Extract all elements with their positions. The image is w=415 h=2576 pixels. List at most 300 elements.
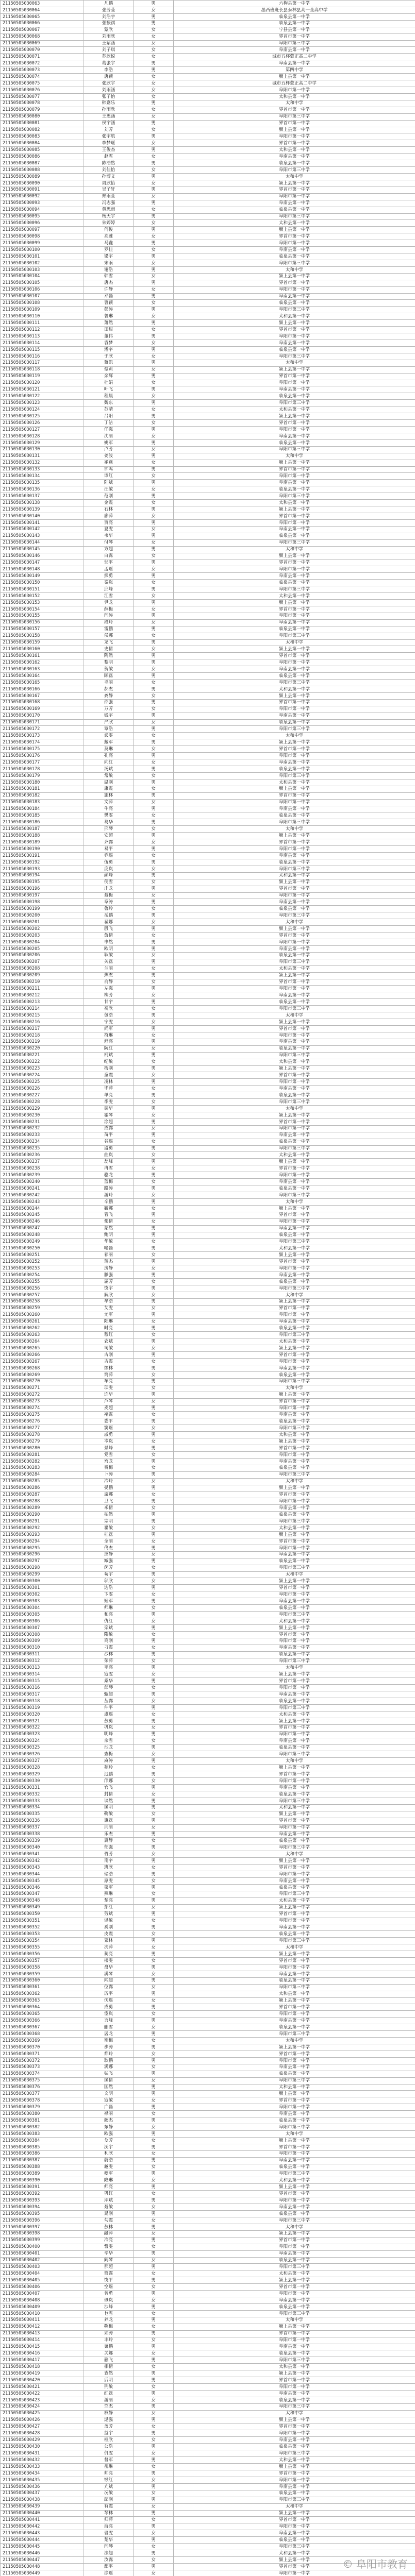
student-gender-cell: 女 bbox=[134, 826, 174, 833]
student-school-cell: 阜阳市第三中学 bbox=[174, 1239, 415, 1245]
student-school-cell: 颍上县第一中学 bbox=[174, 180, 415, 187]
student-id-cell: 21150505030144 bbox=[1, 539, 84, 546]
table-row bbox=[1, 1398, 415, 1405]
student-gender-cell: 女 bbox=[134, 1711, 174, 1718]
student-name-cell: 米倩 bbox=[84, 1505, 134, 1512]
student-id-cell: 21150505030108 bbox=[1, 300, 84, 307]
student-id-cell: 21150505030242 bbox=[1, 1192, 84, 1199]
student-school-cell: 临泉县第一中学 bbox=[174, 13, 415, 20]
table-row bbox=[1, 859, 415, 866]
student-name-cell: 虞瑶 bbox=[84, 1711, 134, 1718]
student-gender-cell: 男 bbox=[134, 686, 174, 692]
student-id-cell: 21150505030405 bbox=[1, 2277, 84, 2284]
student-gender-cell: 男 bbox=[134, 2510, 174, 2517]
student-id-cell: 21150505030064 bbox=[1, 7, 84, 13]
student-gender-cell: 女 bbox=[134, 2544, 174, 2550]
table-row bbox=[1, 1838, 415, 1844]
table-row bbox=[1, 759, 415, 766]
student-name-cell: 符琳 bbox=[84, 1032, 134, 1039]
watermark-text: © 阜阳市教育 bbox=[342, 2558, 408, 2570]
student-id-cell: 21150505030146 bbox=[1, 553, 84, 560]
student-school-cell: 颍上县第一中学 bbox=[174, 413, 415, 420]
student-name-cell: 范刚 bbox=[84, 493, 134, 500]
student-gender-cell: 女 bbox=[134, 1492, 174, 1498]
student-id-cell: 21150505030324 bbox=[1, 1738, 84, 1744]
student-id-cell: 21150505030376 bbox=[1, 2084, 84, 2091]
table-row bbox=[1, 1019, 415, 1026]
student-id-cell: 21150505030215 bbox=[1, 1012, 84, 1019]
student-gender-cell: 女 bbox=[134, 1059, 174, 1065]
student-id-cell: 21150505030204 bbox=[1, 939, 84, 945]
student-id-cell: 21150505030187 bbox=[1, 826, 84, 833]
table-row bbox=[1, 2523, 415, 2530]
student-school-cell: 临泉县第一中学 bbox=[174, 719, 415, 726]
student-gender-cell: 男 bbox=[134, 912, 174, 919]
student-school-cell: 颍上县第一中学 bbox=[174, 972, 415, 979]
student-school-cell: 太和县第一中学 bbox=[174, 2084, 415, 2091]
student-name-cell: 寇雯 bbox=[84, 1671, 134, 1678]
student-id-cell: 21150505030390 bbox=[1, 2177, 84, 2184]
student-school-cell: 太和县第一中学 bbox=[174, 1804, 415, 1811]
student-school-cell: 太和县第一中学 bbox=[174, 220, 415, 227]
student-school-cell: 阜阳市第三中学 bbox=[174, 2310, 415, 2317]
student-name-cell: 简萍 bbox=[84, 1371, 134, 1378]
table-row bbox=[1, 1798, 415, 1804]
student-school-cell: 临泉县第一中学 bbox=[174, 1791, 415, 1798]
student-gender-cell: 女 bbox=[134, 1838, 174, 1844]
student-name-cell: 蔚浩 bbox=[84, 2157, 134, 2164]
student-id-cell: 21150505030337 bbox=[1, 1824, 84, 1831]
table-row bbox=[1, 2277, 415, 2284]
student-gender-cell: 女 bbox=[134, 393, 174, 400]
student-school-cell: 太和中学 bbox=[174, 1012, 415, 1019]
table-row bbox=[1, 1558, 415, 1565]
student-gender-cell: 女 bbox=[134, 1778, 174, 1785]
student-id-cell: 21150505030219 bbox=[1, 1039, 84, 1045]
student-gender-cell: 女 bbox=[134, 1371, 174, 1378]
student-name-cell: 牛亮 bbox=[84, 806, 134, 812]
student-name-cell: 袁梦 bbox=[84, 340, 134, 347]
student-gender-cell: 男 bbox=[134, 546, 174, 553]
table-row bbox=[1, 1618, 415, 1625]
student-gender-cell: 女 bbox=[134, 979, 174, 986]
student-school-cell: 阜阳市第三中学 bbox=[174, 493, 415, 500]
student-name-cell: 贾亮 bbox=[84, 519, 134, 526]
student-id-cell: 21150505030179 bbox=[1, 772, 84, 779]
student-school-cell: 界首市第一中学 bbox=[174, 2330, 415, 2337]
student-school-cell: 阜南县第一中学 bbox=[174, 1086, 415, 1092]
table-row bbox=[1, 340, 415, 347]
student-name-cell: 吉霞 bbox=[84, 1359, 134, 1365]
student-id-cell: 21150505030307 bbox=[1, 1624, 84, 1631]
student-name-cell: 颜峰 bbox=[84, 872, 134, 879]
student-id-cell: 21150505030308 bbox=[1, 1631, 84, 1638]
student-name-cell: 赵雪 bbox=[84, 154, 134, 160]
student-name-cell: 庄龙 bbox=[84, 886, 134, 892]
student-gender-cell: 男 bbox=[134, 13, 174, 20]
student-gender-cell: 男 bbox=[134, 2264, 174, 2270]
table-row bbox=[1, 1658, 415, 1665]
student-name-cell: 巫亮 bbox=[84, 1665, 134, 1671]
student-name-cell: 步涛 bbox=[84, 2044, 134, 2051]
student-gender-cell: 男 bbox=[134, 1512, 174, 1518]
student-id-cell: 21150505030369 bbox=[1, 2038, 84, 2044]
table-row bbox=[1, 1691, 415, 1698]
student-id-cell: 21150505030196 bbox=[1, 886, 84, 892]
table-row bbox=[1, 333, 415, 340]
student-gender-cell: 男 bbox=[134, 659, 174, 666]
student-name-cell: 弘飞 bbox=[84, 2071, 134, 2077]
student-id-cell: 21150505030316 bbox=[1, 1685, 84, 1691]
student-school-cell: 阜阳市第一中学 bbox=[174, 1918, 415, 1924]
student-name-cell: 蒲杰 bbox=[84, 1259, 134, 1265]
student-school-cell: 界首市第一中学 bbox=[174, 1445, 415, 1452]
student-name-cell: 南宇 bbox=[84, 1858, 134, 1865]
student-id-cell: 21150505030419 bbox=[1, 2370, 84, 2377]
table-row bbox=[1, 127, 415, 133]
student-name-cell: 殳芳 bbox=[84, 2137, 134, 2144]
student-gender-cell: 女 bbox=[134, 1738, 174, 1744]
student-name-cell: 巢鹏 bbox=[84, 2344, 134, 2350]
student-gender-cell: 女 bbox=[134, 2011, 174, 2018]
student-name-cell: 梁宇 bbox=[84, 253, 134, 260]
student-id-cell: 21150505030121 bbox=[1, 386, 84, 393]
student-id-cell: 21150505030309 bbox=[1, 1638, 84, 1645]
student-id-cell: 21150505030157 bbox=[1, 626, 84, 633]
student-id-cell: 21150505030217 bbox=[1, 1025, 84, 1032]
student-school-cell: 太和中学 bbox=[174, 546, 415, 553]
table-row bbox=[1, 1645, 415, 1651]
student-school-cell: 界首市第一中学 bbox=[174, 746, 415, 753]
table-row bbox=[1, 2544, 415, 2550]
student-gender-cell: 女 bbox=[134, 500, 174, 506]
table-row bbox=[1, 1851, 415, 1858]
student-gender-cell: 男 bbox=[134, 819, 174, 826]
table-row bbox=[1, 1418, 415, 1425]
student-school-cell: 太和中学 bbox=[174, 1198, 415, 1205]
student-name-cell: 饶宇 bbox=[84, 1285, 134, 1292]
student-school-cell: 阜阳市第一中学 bbox=[174, 240, 415, 247]
student-id-cell: 21150505030090 bbox=[1, 180, 84, 187]
table-row bbox=[1, 1944, 415, 1951]
student-id-cell: 21150505030298 bbox=[1, 1565, 84, 1571]
student-school-cell: 颍上县第一中学 bbox=[174, 599, 415, 606]
table-row bbox=[1, 1877, 415, 1884]
student-gender-cell: 女 bbox=[134, 1165, 174, 1172]
student-id-cell: 21150505030292 bbox=[1, 1525, 84, 1532]
student-name-cell: 葛华 bbox=[84, 819, 134, 826]
student-school-cell: 临泉县第一中学 bbox=[174, 1465, 415, 1471]
student-school-cell: 阜南县第一中学 bbox=[174, 992, 415, 999]
student-gender-cell: 女 bbox=[134, 446, 174, 453]
table-row bbox=[1, 1458, 415, 1465]
student-school-cell: 阜阳市第三中学 bbox=[174, 586, 415, 593]
student-id-cell: 21150505030109 bbox=[1, 307, 84, 313]
student-name-cell: 席娜 bbox=[84, 1492, 134, 1498]
table-row bbox=[1, 446, 415, 453]
student-school-cell: 临泉县第一中学 bbox=[174, 439, 415, 446]
student-school-cell: 太和中学 bbox=[174, 1944, 415, 1951]
student-gender-cell: 女 bbox=[134, 2124, 174, 2131]
student-id-cell: 21150505030127 bbox=[1, 427, 84, 433]
student-name-cell: 包浩 bbox=[84, 1012, 134, 1019]
student-id-cell: 21150505030142 bbox=[1, 526, 84, 533]
student-id-cell: 21150505030335 bbox=[1, 1811, 84, 1818]
student-name-cell: 闵芳 bbox=[84, 1565, 134, 1571]
student-school-cell: 阜南县第一中学 bbox=[174, 1039, 415, 1045]
student-name-cell: 师琳 bbox=[84, 1605, 134, 1612]
student-gender-cell: 男 bbox=[134, 227, 174, 233]
table-row bbox=[1, 2004, 415, 2011]
student-list-body bbox=[1, 1, 415, 2576]
student-name-cell: 孟瑶 bbox=[84, 566, 134, 573]
student-school-cell: 阜南县第一中学 bbox=[174, 899, 415, 906]
table-row bbox=[1, 599, 415, 606]
student-gender-cell: 男 bbox=[134, 1924, 174, 1931]
student-id-cell: 21150505030300 bbox=[1, 1578, 84, 1585]
student-gender-cell: 男 bbox=[134, 899, 174, 906]
table-row bbox=[1, 2237, 415, 2244]
student-school-cell: 临泉县第一中学 bbox=[174, 1185, 415, 1192]
table-row bbox=[1, 1172, 415, 1179]
student-name-cell: 费梅 bbox=[84, 1465, 134, 1471]
student-gender-cell: 男 bbox=[134, 1, 174, 7]
table-row bbox=[1, 2297, 415, 2304]
student-name-cell: 严欣 bbox=[84, 719, 134, 726]
table-row bbox=[1, 286, 415, 293]
student-id-cell: 21150505030325 bbox=[1, 1744, 84, 1751]
student-school-cell: 界首市第一中学 bbox=[174, 2563, 415, 2570]
student-name-cell: 竺杰 bbox=[84, 2403, 134, 2410]
student-id-cell: 21150505030111 bbox=[1, 320, 84, 327]
student-id-cell: 21150505030326 bbox=[1, 1751, 84, 1758]
student-gender-cell: 男 bbox=[134, 1718, 174, 1724]
table-row bbox=[1, 2077, 415, 2084]
student-gender-cell: 女 bbox=[134, 526, 174, 533]
student-id-cell: 21150505030067 bbox=[1, 27, 84, 33]
student-id-cell: 21150505030396 bbox=[1, 2217, 84, 2224]
student-gender-cell: 男 bbox=[134, 1106, 174, 1112]
student-name-cell: 麻涛 bbox=[84, 1758, 134, 1765]
student-gender-cell: 女 bbox=[134, 2477, 174, 2483]
student-id-cell: 21150505030110 bbox=[1, 313, 84, 320]
table-row bbox=[1, 1804, 415, 1811]
student-id-cell: 21150505030446 bbox=[1, 2550, 84, 2557]
student-gender-cell: 男 bbox=[134, 2497, 174, 2503]
student-id-cell: 21150505030258 bbox=[1, 1298, 84, 1305]
student-school-cell: 颍上县第一中学 bbox=[174, 2184, 415, 2191]
table-row bbox=[1, 1758, 415, 1765]
student-name-cell: 仇红 bbox=[84, 1618, 134, 1625]
student-school-cell: 阜南县第一中学 bbox=[174, 1785, 415, 1791]
student-gender-cell: 男 bbox=[134, 1259, 174, 1265]
student-id-cell: 21150505030205 bbox=[1, 945, 84, 952]
student-id-cell: 21150505030211 bbox=[1, 986, 84, 992]
student-school-cell: 太和县第一中学 bbox=[174, 406, 415, 413]
student-id-cell: 21150505030209 bbox=[1, 972, 84, 979]
table-row bbox=[1, 2097, 415, 2104]
student-gender-cell: 男 bbox=[134, 213, 174, 220]
student-gender-cell: 男 bbox=[134, 253, 174, 260]
student-name-cell: 吴子轩 bbox=[84, 187, 134, 193]
student-name-cell: 安超 bbox=[84, 833, 134, 839]
student-id-cell: 21150505030427 bbox=[1, 2424, 84, 2430]
student-gender-cell: 男 bbox=[134, 846, 174, 853]
student-school-cell: 阜阳市第一中学 bbox=[174, 1964, 415, 1971]
student-school-cell: 太和中学 bbox=[174, 2317, 415, 2324]
student-gender-cell: 男 bbox=[134, 2197, 174, 2204]
table-row bbox=[1, 2071, 415, 2077]
student-id-cell: 21150505030361 bbox=[1, 1984, 84, 1991]
student-id-cell: 21150505030291 bbox=[1, 1518, 84, 1525]
student-gender-cell: 男 bbox=[134, 2317, 174, 2324]
student-school-cell: 太和县第一中学 bbox=[174, 686, 415, 692]
table-row bbox=[1, 1272, 415, 1279]
student-gender-cell: 女 bbox=[134, 327, 174, 333]
student-id-cell: 21150505030397 bbox=[1, 2224, 84, 2230]
student-school-cell: 界首市第一中学 bbox=[174, 933, 415, 939]
student-gender-cell: 男 bbox=[134, 2390, 174, 2397]
student-gender-cell: 女 bbox=[134, 180, 174, 187]
student-name-cell: 龚静 bbox=[84, 692, 134, 699]
student-school-cell: 颍上县第一中学 bbox=[174, 227, 415, 233]
student-id-cell: 21150505030231 bbox=[1, 1118, 84, 1125]
student-name-cell: 姬军 bbox=[84, 1598, 134, 1605]
student-name-cell: 卫飞 bbox=[84, 1498, 134, 1505]
student-school-cell: 阜阳市第一中学 bbox=[174, 2150, 415, 2157]
student-school-cell: 阜阳市第三中学 bbox=[174, 2031, 415, 2038]
student-gender-cell: 男 bbox=[134, 1844, 174, 1851]
student-gender-cell: 男 bbox=[134, 1172, 174, 1179]
student-id-cell: 21150505030269 bbox=[1, 1371, 84, 1378]
student-school-cell: 阜南县第一中学 bbox=[174, 47, 415, 54]
table-row bbox=[1, 187, 415, 193]
student-gender-cell: 女 bbox=[134, 473, 174, 480]
student-id-cell: 21150505030192 bbox=[1, 859, 84, 866]
student-name-cell: 涂超 bbox=[84, 1118, 134, 1125]
table-row bbox=[1, 1192, 415, 1199]
student-id-cell: 21150505030241 bbox=[1, 1185, 84, 1192]
student-id-cell: 21150505030151 bbox=[1, 586, 84, 593]
student-name-cell: 臧强 bbox=[84, 1558, 134, 1565]
student-id-cell: 21150505030336 bbox=[1, 1818, 84, 1824]
student-name-cell: 游玲 bbox=[84, 1192, 134, 1199]
student-school-cell: 界首市第一中学 bbox=[174, 606, 415, 613]
student-id-cell: 21150505030270 bbox=[1, 1378, 84, 1385]
student-school-cell: 阜南县第一中学 bbox=[174, 200, 415, 207]
student-gender-cell: 男 bbox=[134, 519, 174, 526]
student-id-cell: 21150505030082 bbox=[1, 127, 84, 133]
table-row bbox=[1, 1305, 415, 1312]
student-id-cell: 21150505030367 bbox=[1, 2024, 84, 2031]
student-gender-cell: 女 bbox=[134, 2570, 174, 2576]
student-gender-cell: 女 bbox=[134, 1997, 174, 2004]
table-row bbox=[1, 965, 415, 972]
student-id-cell: 21150505030088 bbox=[1, 167, 84, 174]
student-name-cell: 王紫涵 bbox=[84, 40, 134, 47]
student-school-cell: 阜阳市第三中学 bbox=[174, 1285, 415, 1292]
table-row bbox=[1, 2450, 415, 2457]
table-row bbox=[1, 1964, 415, 1971]
table-row bbox=[1, 1858, 415, 1865]
student-gender-cell: 男 bbox=[134, 1325, 174, 1332]
table-row bbox=[1, 539, 415, 546]
student-school-cell: 太和中学 bbox=[174, 826, 415, 833]
student-gender-cell: 男 bbox=[134, 1518, 174, 1525]
student-name-cell: 黎明 bbox=[84, 659, 134, 666]
student-gender-cell: 女 bbox=[134, 593, 174, 600]
student-school-cell: 阜阳市第三中学 bbox=[174, 633, 415, 639]
student-name-cell: 冷亮 bbox=[84, 2237, 134, 2244]
student-gender-cell: 女 bbox=[134, 1851, 174, 1858]
table-row bbox=[1, 173, 415, 180]
table-row bbox=[1, 2217, 415, 2224]
student-name-cell: 顾磊 bbox=[84, 673, 134, 680]
student-name-cell: 滕强 bbox=[84, 1272, 134, 1279]
student-gender-cell: 女 bbox=[134, 1438, 174, 1445]
student-school-cell: 临泉县第一中学 bbox=[174, 1139, 415, 1145]
table-row bbox=[1, 1345, 415, 1352]
student-school-cell: 宁县县第一中学 bbox=[174, 27, 415, 33]
student-name-cell: 郁强 bbox=[84, 1844, 134, 1851]
table-row bbox=[1, 180, 415, 187]
table-row bbox=[1, 1891, 415, 1897]
student-name-cell: 陈浩然 bbox=[84, 160, 134, 167]
table-row bbox=[1, 772, 415, 779]
table-row bbox=[1, 1977, 415, 1984]
student-name-cell: 刘浩宇 bbox=[84, 13, 134, 20]
student-name-cell: 督军 bbox=[84, 2457, 134, 2464]
student-gender-cell: 男 bbox=[134, 2084, 174, 2091]
student-school-cell: 临泉县第一中学 bbox=[174, 533, 415, 539]
student-name-cell: 甘宇 bbox=[84, 999, 134, 1006]
table-row bbox=[1, 533, 415, 539]
student-name-cell: 戴军 bbox=[84, 739, 134, 746]
table-row bbox=[1, 2503, 415, 2510]
table-row bbox=[1, 33, 415, 40]
table-row bbox=[1, 2570, 415, 2576]
table-row bbox=[1, 1571, 415, 1578]
student-id-cell: 21150505030287 bbox=[1, 1492, 84, 1498]
table-row bbox=[1, 13, 415, 20]
student-school-cell: 颍上县第一中学 bbox=[174, 879, 415, 886]
student-id-cell: 21150505030351 bbox=[1, 1918, 84, 1924]
table-row bbox=[1, 1551, 415, 1558]
student-name-cell: 霍琴 bbox=[84, 1112, 134, 1118]
student-name-cell: 张子怡 bbox=[84, 93, 134, 100]
student-school-cell: 太和县第一中学 bbox=[174, 1525, 415, 1532]
table-row bbox=[1, 253, 415, 260]
student-gender-cell: 女 bbox=[134, 1525, 174, 1532]
student-id-cell: 21150505030398 bbox=[1, 2230, 84, 2237]
student-name-cell: 郈刚 bbox=[84, 2497, 134, 2503]
student-name-cell: 商刚 bbox=[84, 1638, 134, 1645]
student-id-cell: 21150505030202 bbox=[1, 926, 84, 933]
student-gender-cell: 女 bbox=[134, 2530, 174, 2537]
student-id-cell: 21150505030160 bbox=[1, 646, 84, 653]
student-name-cell: 侯娜 bbox=[84, 633, 134, 639]
student-name-cell: 毋岚 bbox=[84, 2297, 134, 2304]
table-row bbox=[1, 1145, 415, 1152]
table-row bbox=[1, 2191, 415, 2197]
student-name-cell: 管飞 bbox=[84, 1212, 134, 1218]
student-name-cell: 谌敏 bbox=[84, 1918, 134, 1924]
student-school-cell: 界首市第一中学 bbox=[174, 886, 415, 892]
student-name-cell: 丛露 bbox=[84, 1698, 134, 1705]
student-gender-cell: 男 bbox=[134, 2330, 174, 2337]
student-id-cell: 21150505030105 bbox=[1, 280, 84, 286]
student-name-cell: 封倩 bbox=[84, 1791, 134, 1798]
